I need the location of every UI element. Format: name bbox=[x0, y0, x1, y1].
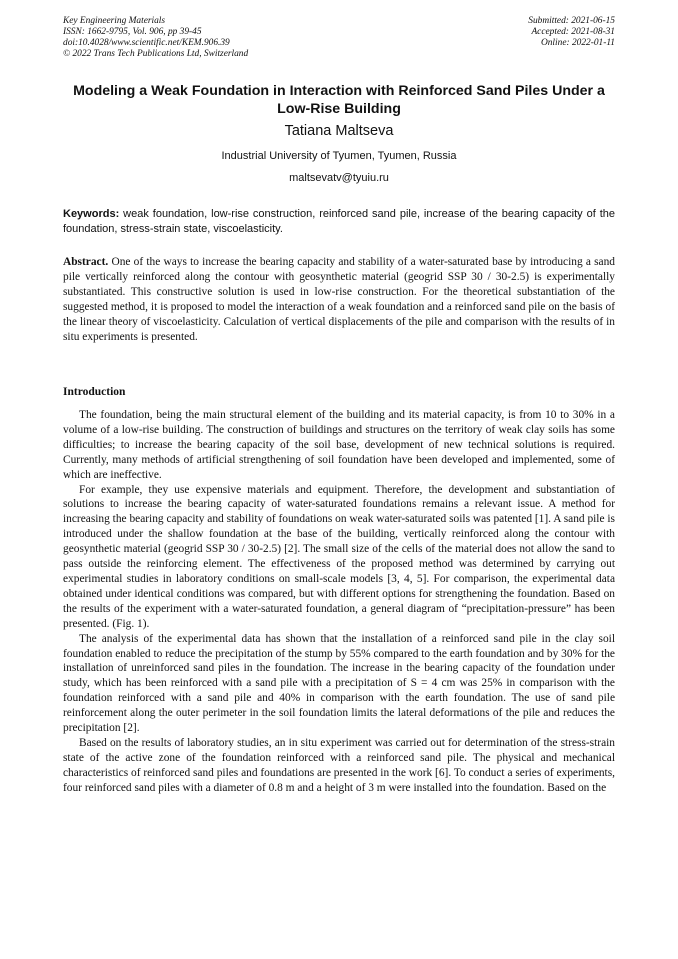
doi-line[interactable]: doi:10.4028/www.scientific.net/KEM.906.39 bbox=[63, 38, 230, 48]
author-affiliation: Industrial University of Tyumen, Tyumen, Russia bbox=[221, 150, 457, 162]
intro-paragraph-1: The foundation, being the main structural element of the building and its material capacity, is from 10 to 30% in a volume of a low-rise building. The construction of buildings and structures on the territory of weak clay soils has some difficulties; to increase the bearing capacity of the soil base, development of new technical solutions is required. Currently, many methods of artificial strengthening of soil foundation have been developed and implemented, some of which are ineffective. bbox=[63, 409, 615, 481]
keywords-section bbox=[63, 207, 615, 237]
intro-paragraph-2: For example, they use expensive materials and equipment. Therefore, the development and substantiation of solutions to increase the bearing capacity of water-saturated foundations remains a relevant issue. A method for increasing the bearing capacity and stability of foundations on weak water-saturated soils was patented [1]. A sand pile is introduced under the shallow foundation at the base of the building, vertically reinforced along the contour with geosynthetic material (geogrid SSP 30 / 30-2.5) [2]. The small size of the cells of the material does not allow the sand to pass outside the reinforcing element. The effectiveness of the proposed method was determined by carrying out experimental studies in laboratory conditions on small-scale models [3, 4, 5]. For comparison, the experimental data obtained under identical conditions was compared, but with different options for strengthening the foundation. Based on the results of the experiment with a water-saturated foundation, a general diagram of “precipitation-pressure” has been presented. (Fig. 1). bbox=[63, 483, 615, 630]
intro-paragraph-4: Based on the results of laboratory studies, an in situ experiment was carried out for determination of the stress-strain state of the active zone of the foundation reinforced with a reinforced sand pile. The physical and mechanical characteristics of reinforced sand piles and foundations are presented in the work [6]. To conduct a series of experiments, four reinforced sand piles with a diameter of 0.8 m and a height of 3 m were installed into the foundation. Based on the bbox=[63, 736, 615, 794]
introduction-heading: Introduction bbox=[63, 386, 126, 398]
author-name: Tatiana Maltseva bbox=[284, 123, 394, 139]
abstract-label: Abstract. bbox=[63, 256, 109, 268]
keywords-text: weak foundation, low-rise construction, reinforced sand pile, increase of the bearing capacity of the foundation, stress-strain state, viscoelasticity. bbox=[63, 208, 615, 235]
journal-info bbox=[63, 16, 248, 60]
accepted-date: Accepted: 2021-08-31 bbox=[531, 27, 615, 37]
abstract-section bbox=[63, 255, 615, 344]
author-email[interactable]: maltsevatv@tyuiu.ru bbox=[289, 172, 389, 184]
keywords-label: Keywords: bbox=[63, 208, 120, 220]
intro-paragraph-3: The analysis of the experimental data has shown that the installation of a reinforced sand pile in the clay soil foundation enabled to reduce the precipitation of the stump by 55% compared to the earth foundation and by 30% for the installation of unreinforced sand piles in the foundation. The increase in the bearing capacity of the foundation under study, which has been reinforced with a sand pile with a precipitation of S = 4 cm was 25% in comparison with the foundation reinforced with a sand pile and 40% in comparison with the earth foundation. The use of sand pile reinforcement along the outer perimeter in the soil foundation limits the lateral deformations of the pile and reduces the precipitation [2]. bbox=[63, 632, 615, 735]
submission-dates bbox=[528, 16, 615, 49]
abstract-text: One of the ways to increase the bearing capacity and stability of a water-saturated base by introducing a sand pile vertically reinforced along the contour with geosynthetic material (geogrid SSP 30 / 30-2.5) is experimentally substantiated. This constructive solution is used in low-rise construction. For the theoretical substantiation of the suggested method, it is proposed to model the interaction of a weak foundation and a reinforced sand pile on the basis of the linear theory of viscoelasticity. Calculation of vertical displacements of the pile and comparison with the results of in situ experiments is presented. bbox=[63, 256, 615, 343]
issn-line: ISSN: 1662-9795, Vol. 906, pp 39-45 bbox=[63, 27, 202, 37]
copyright-line: © 2022 Trans Tech Publications Ltd, Switzerland bbox=[63, 49, 249, 59]
paper-title: Modeling a Weak Foundation in Interaction with Reinforced Sand Piles Under a Low-Rise Building bbox=[73, 83, 605, 117]
submitted-date: Submitted: 2021-06-15 bbox=[528, 16, 615, 26]
online-date: Online: 2022-01-11 bbox=[540, 38, 615, 48]
journal-name: Key Engineering Materials bbox=[63, 16, 166, 26]
introduction-section bbox=[63, 408, 615, 796]
